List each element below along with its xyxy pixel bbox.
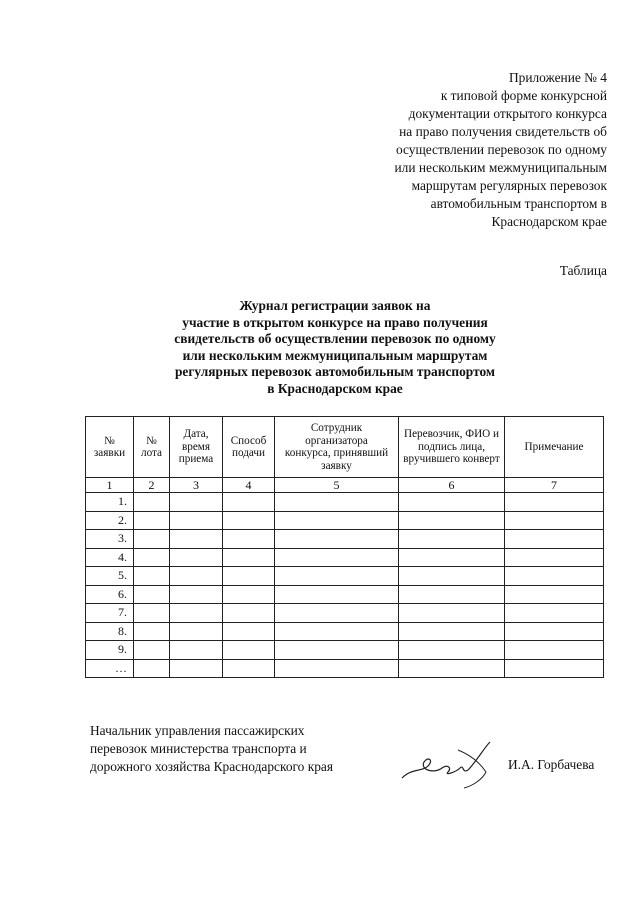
table-label: Таблица (559, 263, 607, 278)
row-index: 8. (86, 622, 134, 641)
column-number-row (86, 478, 604, 493)
table-row (86, 604, 604, 623)
header-date-time: Дата, время приема (170, 417, 223, 478)
position-line: дорожного хозяйства Краснодарского края (90, 759, 334, 774)
position-line: Начальник управления пассажирских (90, 723, 305, 738)
document-title (140, 298, 530, 398)
title-line: регулярных перевозок автомобильным транспортом (174, 364, 496, 380)
appendix-header (307, 69, 607, 231)
row-index: 6. (86, 585, 134, 604)
column-number: 1 (86, 478, 134, 493)
column-number: 6 (399, 478, 505, 493)
appendix-line: документации открытого конкурса (408, 106, 607, 121)
row-index: 5. (86, 567, 134, 586)
table-row (86, 585, 604, 604)
column-number: 5 (275, 478, 399, 493)
table-row (86, 622, 604, 641)
row-index: 9. (86, 641, 134, 660)
appendix-line: на право получения свидетельств об (399, 124, 607, 139)
table-row (86, 530, 604, 549)
column-number: 2 (134, 478, 170, 493)
header-organizer-employee: Сотрудник организатора конкурса, принявший заявку (275, 417, 399, 478)
column-number: 4 (223, 478, 275, 493)
row-index: 2. (86, 511, 134, 530)
column-number: 3 (170, 478, 223, 493)
header-submission-method: Способ подачи (223, 417, 275, 478)
table-row (86, 511, 604, 530)
title-line: участие в открытом конкурсе на право получения (182, 314, 488, 330)
table-row (86, 641, 604, 660)
title-line: свидетельств об осуществлении перевозок по одному (174, 331, 496, 347)
title-line: в Краснодарском крае (267, 380, 403, 396)
handwritten-signature (398, 738, 496, 790)
header-carrier: Перевозчик, ФИО и подпись лица, вручившего конверт (399, 417, 505, 478)
row-index: 1. (86, 493, 134, 512)
table-header-row (86, 417, 604, 478)
table-row (86, 567, 604, 586)
row-index: 3. (86, 530, 134, 549)
appendix-line: к типовой форме конкурсной (440, 88, 607, 103)
header-application-number: № заявки (86, 417, 134, 478)
appendix-line: маршрутам регулярных перевозок (411, 178, 607, 193)
row-index: 7. (86, 604, 134, 623)
signatory-position (90, 722, 333, 776)
column-number: 7 (505, 478, 604, 493)
appendix-line: автомобильным транспортом в (430, 196, 607, 211)
appendix-line: Приложение № 4 (508, 70, 607, 85)
appendix-line: осуществлении перевозок по одному (395, 142, 607, 157)
title-line: или нескольким межмуниципальным маршрутам (182, 347, 488, 363)
table-row (86, 493, 604, 512)
header-lot-number: № лота (134, 417, 170, 478)
position-line: перевозок министерства транспорта и (90, 741, 307, 756)
appendix-line: Краснодарском крае (491, 214, 607, 229)
header-note: Примечание (505, 417, 604, 478)
appendix-line: или нескольким межмуниципальным (394, 160, 607, 175)
signatory-name: И.А. Горбачева (508, 757, 595, 772)
row-index: 4. (86, 548, 134, 567)
row-index: … (86, 659, 134, 678)
title-line: Журнал регистрации заявок на (239, 298, 431, 313)
table-row (86, 548, 604, 567)
table-row (86, 659, 604, 678)
registration-journal-table (85, 416, 604, 678)
